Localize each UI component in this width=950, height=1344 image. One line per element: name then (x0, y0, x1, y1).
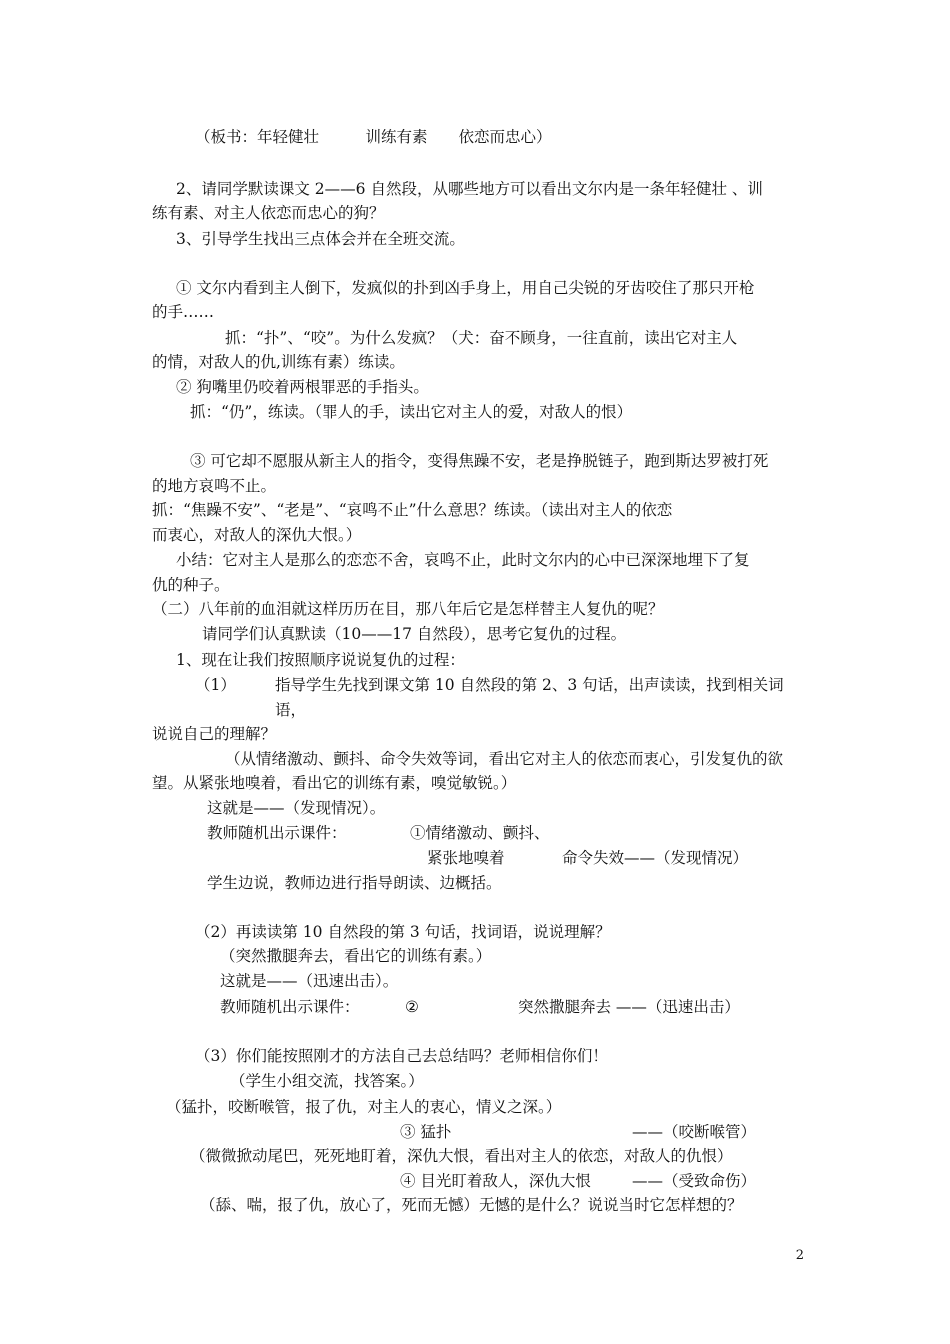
text-line: 1、现在让我们按照顺序说说复仇的过程： (176, 651, 465, 669)
text-line: 请同学们认真默读（10——17 自然段），思考它复仇的过程。 (202, 625, 627, 643)
text-line: ② (405, 998, 419, 1016)
text-line: 3、引导学生找出三点体会并在全班交流。 (176, 230, 465, 248)
text-line: （1） (195, 676, 236, 694)
text-line: 这就是——（迅速出击）。 (220, 972, 399, 990)
text-line: （舔、喘，报了仇，放心了，死而无憾）无憾的是什么？说说当时它怎样想的？ (200, 1196, 743, 1214)
text-line: ④ 目光盯着敌人，深仇大恨 (400, 1172, 591, 1190)
text-line: （2）再读读第 10 自然段的第 3 句话，找词语，说说理解？ (195, 923, 611, 941)
text-line: （3）你们能按照刚才的方法自己去总结吗？老师相信你们！ (195, 1047, 608, 1065)
text-line: 的情，对敌人的仇,训练有素）练读。 (152, 353, 405, 371)
text-line: 抓：“扑”、“咬”。为什么发疯？（犬：奋不顾身，一往直前，读出它对主人 (225, 329, 738, 347)
text-line: 语， (275, 701, 307, 719)
text-line: 2、请同学默读课文 2——6 自然段，从哪些地方可以看出文尔内是一条年轻健壮 、训 (176, 180, 763, 198)
text-line: 命令失效——（发现情况） (562, 849, 749, 867)
text-line: 的地方哀鸣不止。 (152, 477, 277, 495)
text-line: 练有素、对主人依恋而忠心的狗？ (152, 204, 385, 222)
text-line: （微微掀动尾巴，死死地盯着，深仇大恨，看出对主人的依恋，对敌人的仇恨） (190, 1147, 733, 1165)
text-line: 抓：“仍”，练读。（罪人的手，读出它对主人的爱，对敌人的恨） (190, 403, 633, 421)
text-line: ③ 可它却不愿服从新主人的指令，变得焦躁不安，老是挣脱链子，跑到斯达罗被打死 (190, 452, 769, 470)
text-line: 突然撒腿奔去 ——（迅速出击） (518, 998, 740, 1016)
text-line: 说说自己的理解？ (152, 725, 277, 743)
text-line: （从情绪激动、颤抖、命令失效等词，看出它对主人的依恋而衷心，引发复仇的欲 (225, 750, 784, 768)
text-line: ——（受致命伤） (632, 1172, 757, 1190)
text-line: ① 文尔内看到主人倒下，发疯似的扑到凶手身上，用自己尖锐的牙齿咬住了那只开枪 (176, 279, 755, 297)
text-line: （突然撒腿奔去，看出它的训练有素。） (220, 947, 492, 965)
text-line: 学生边说，教师边进行指导朗读、边概括。 (207, 874, 502, 892)
text-line: （猛扑，咬断喉管，报了仇，对主人的衷心，情义之深。） (166, 1098, 562, 1116)
text-line: 抓：“焦躁不安”、“老是”、“哀鸣不止”什么意思？练读。（读出对主人的依恋 (152, 501, 673, 519)
text-line: 仇的种子。 (152, 576, 230, 594)
text-line: 这就是——（发现情况）。 (207, 799, 386, 817)
text-line: 教师随机出示课件： (207, 824, 347, 842)
text-line: （二）八年前的血泪就这样历历在目，那八年后它是怎样替主人复仇的呢？ (152, 600, 664, 618)
text-line: ② 狗嘴里仍咬着两根罪恶的手指头。 (176, 378, 429, 396)
text-line: 望。从紧张地嗅着，看出它的训练有素，嗅觉敏锐。） (152, 774, 517, 792)
text-line: 紧张地嗅着 (427, 849, 505, 867)
text-line: 小结：它对主人是那么的恋恋不舍，哀鸣不止，此时文尔内的心中已深深地埋下了复 (176, 551, 750, 569)
text-line: 教师随机出示课件： (220, 998, 360, 1016)
text-line: 而衷心，对敌人的深仇大恨。） (152, 526, 362, 544)
text-line: ①情绪激动、颤抖、 (410, 824, 550, 842)
text-line: （板书：年轻健壮 训练有素 依恋而忠心） (195, 128, 552, 146)
page-number: 2 (795, 1248, 804, 1263)
text-line: （学生小组交流，找答案。） (230, 1072, 424, 1090)
text-line: 指导学生先找到课文第 10 自然段的第 2、3 句话，出声读读，找到相关词 (275, 676, 784, 694)
text-line: ——（咬断喉管） (632, 1123, 757, 1141)
text-line: 的手…… (152, 303, 215, 321)
text-line: ③ 猛扑 (400, 1123, 452, 1141)
